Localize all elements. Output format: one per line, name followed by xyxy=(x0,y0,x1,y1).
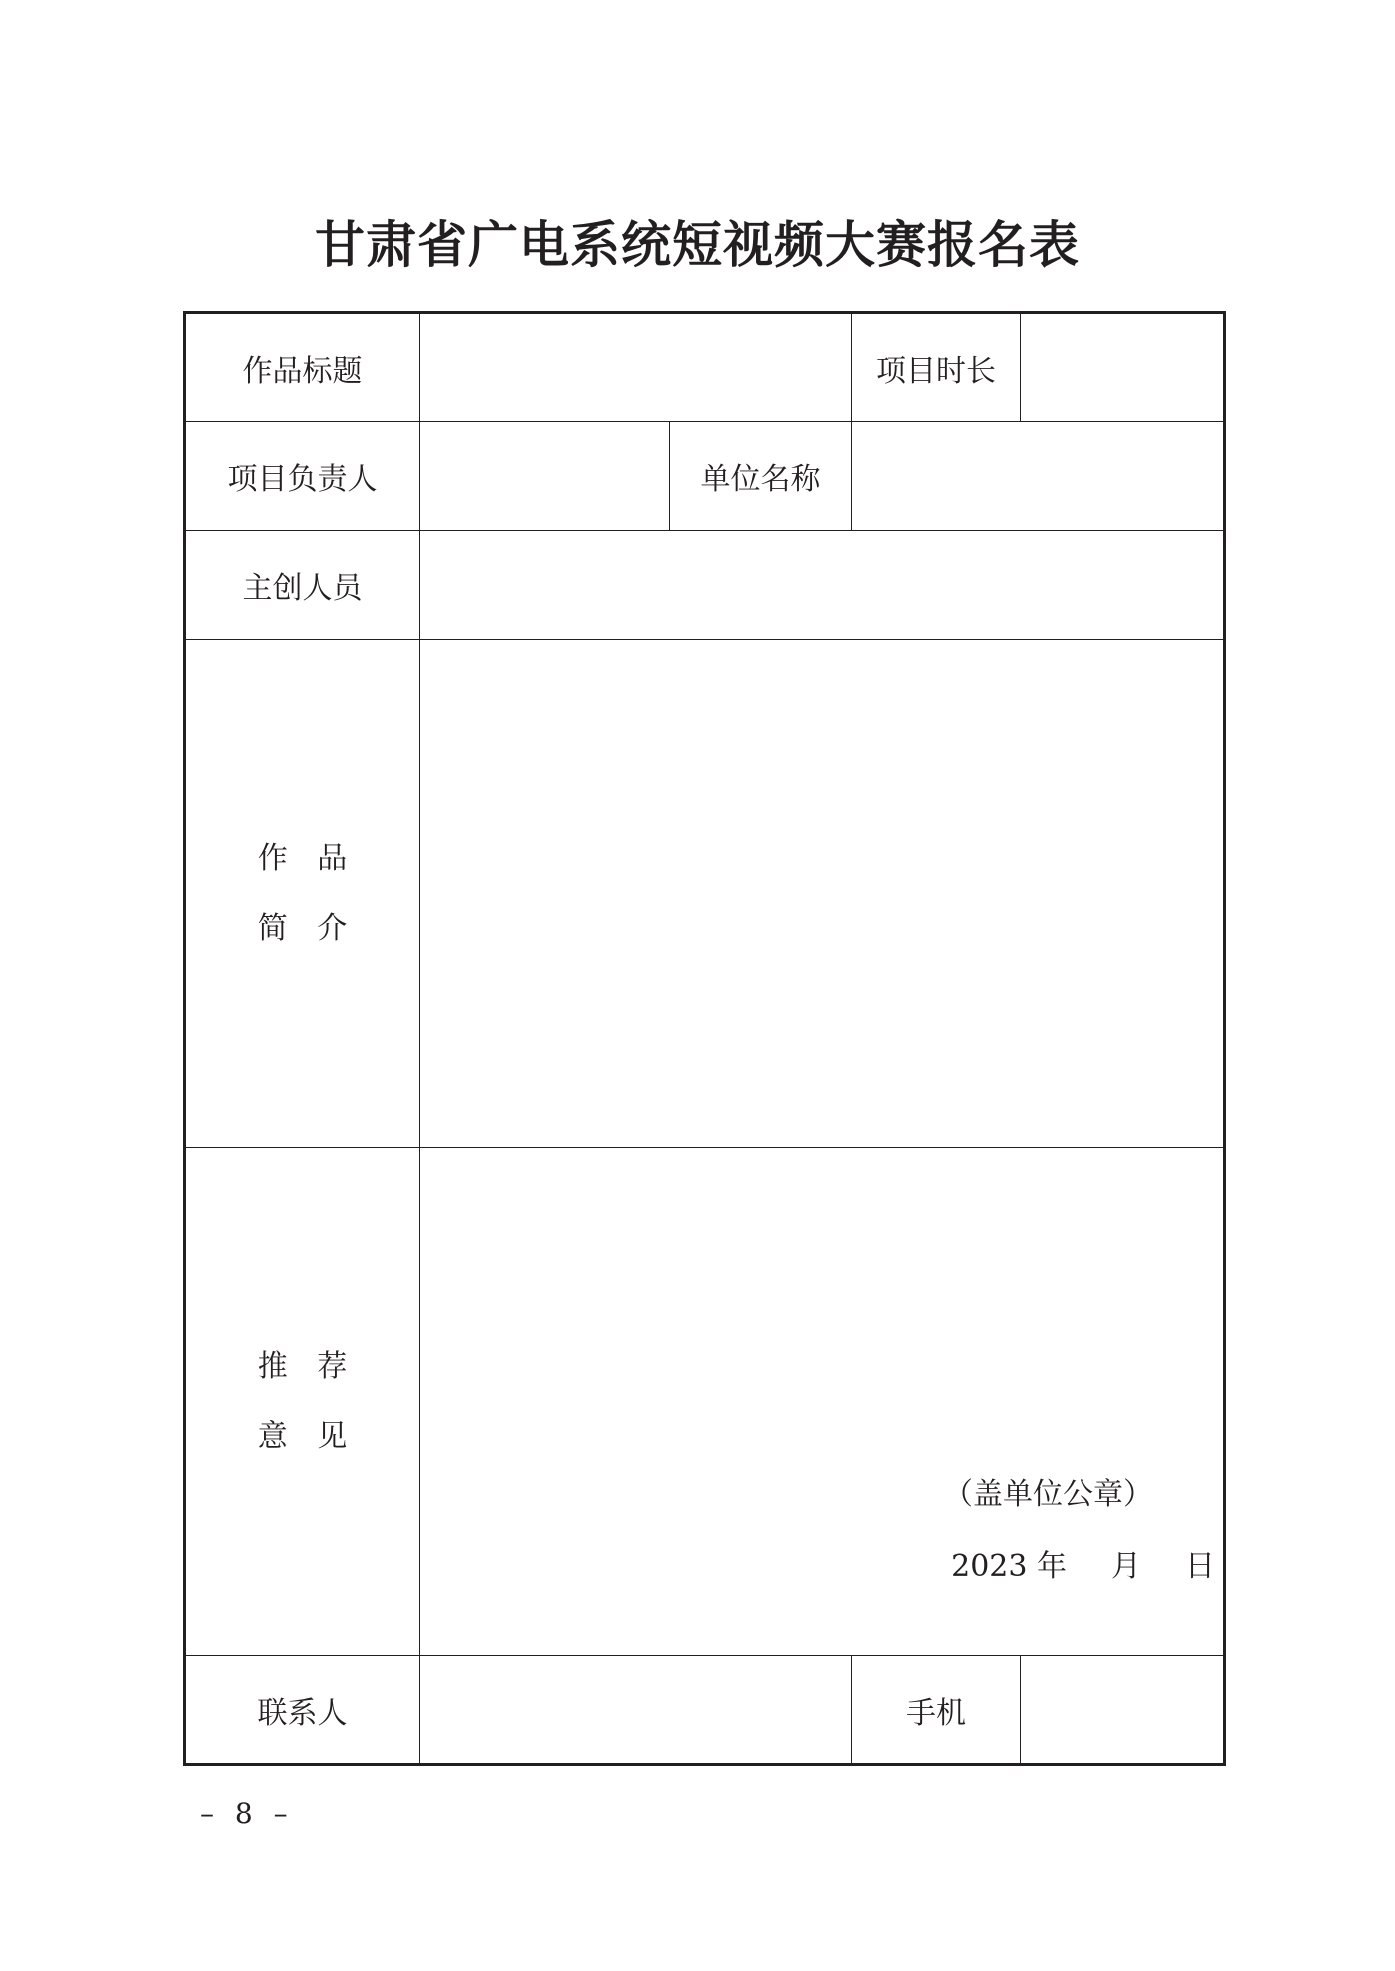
duration-field[interactable] xyxy=(1021,313,1225,422)
project-lead-field[interactable] xyxy=(420,422,670,531)
project-lead-label: 项目负责人 xyxy=(185,422,420,531)
row-main-creators xyxy=(185,531,1225,640)
recommendation-field[interactable] xyxy=(420,1148,1225,1656)
unit-name-label: 单位名称 xyxy=(670,422,852,531)
main-creators-label: 主创人员 xyxy=(185,531,420,640)
recommendation-label xyxy=(258,1332,348,1472)
duration-label: 项目时长 xyxy=(852,313,1021,422)
contact-field[interactable] xyxy=(420,1656,852,1765)
work-intro-label-line2: 简 介 xyxy=(257,910,348,946)
work-title-field[interactable] xyxy=(420,313,852,422)
page-number: – 8 – xyxy=(200,1797,294,1830)
phone-field[interactable] xyxy=(1021,1656,1225,1765)
recommendation-label-line1: 推 荐 xyxy=(257,1348,348,1384)
registration-form-table xyxy=(183,311,1226,1766)
date-year: 2023 年 xyxy=(951,1549,1067,1584)
row-work-intro xyxy=(185,640,1225,1148)
contact-label: 联系人 xyxy=(185,1656,420,1765)
work-intro-field[interactable] xyxy=(420,640,1225,1148)
work-intro-label-cell xyxy=(185,640,420,1148)
row-recommendation xyxy=(185,1148,1225,1656)
row-contact xyxy=(185,1656,1225,1765)
phone-label: 手机 xyxy=(852,1656,1021,1765)
work-intro-label-line1: 作 品 xyxy=(257,840,348,876)
main-creators-field[interactable] xyxy=(420,531,1225,640)
signature-date xyxy=(951,1541,1215,1585)
date-month: 月 xyxy=(1111,1549,1141,1584)
seal-note: （盖单位公章） xyxy=(943,1477,1153,1512)
work-title-label: 作品标题 xyxy=(185,313,420,422)
work-intro-label xyxy=(258,824,348,964)
recommendation-label-line2: 意 见 xyxy=(257,1418,348,1454)
row-project-lead xyxy=(185,422,1225,531)
form-title: 甘肃省广电系统短视频大赛报名表 xyxy=(315,215,1080,274)
date-day: 日 xyxy=(1185,1549,1215,1584)
row-work-title xyxy=(185,313,1225,422)
unit-name-field[interactable] xyxy=(852,422,1225,531)
recommendation-label-cell xyxy=(185,1148,420,1656)
